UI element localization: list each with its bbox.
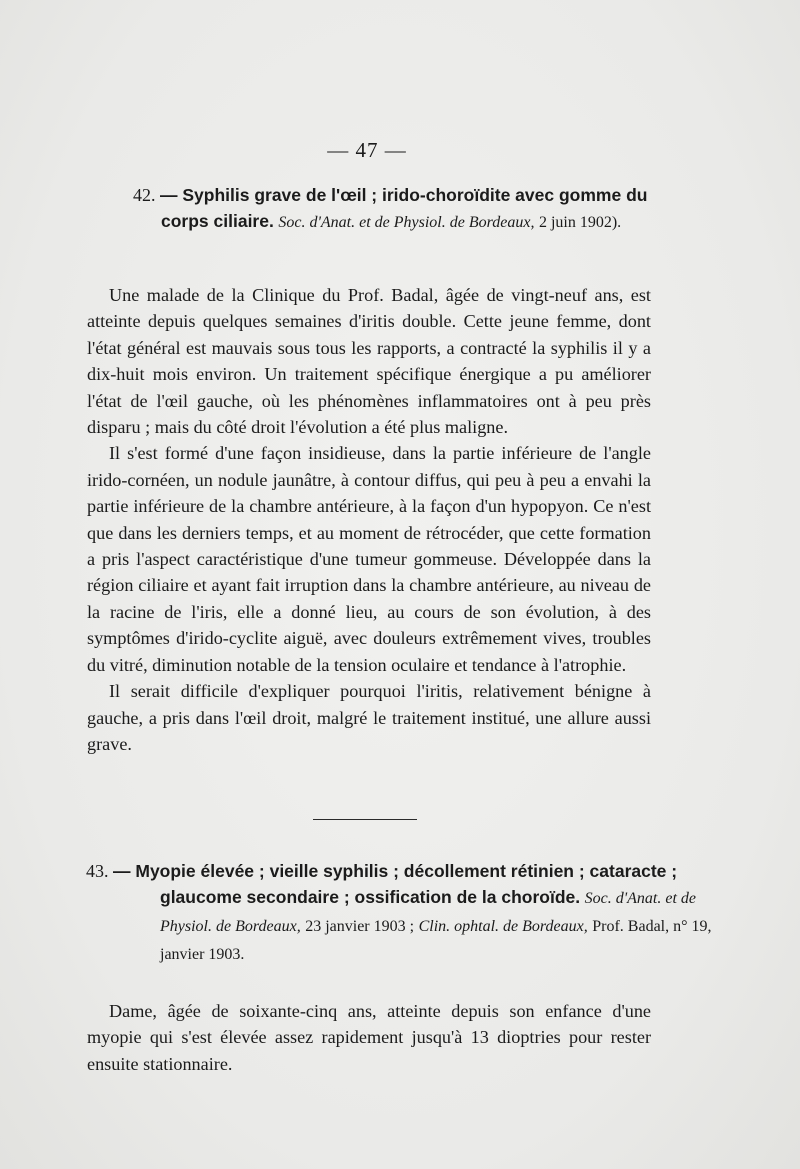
entry-43-body [87, 998, 651, 1077]
entry-42-body [87, 282, 651, 757]
entry-42-title: — Syphilis grave de l'œil ; irido-choroïdite avec gomme du corps ciliaire. [160, 185, 648, 231]
page-number: — 47 — [327, 138, 407, 162]
entry-43-source-2: Clin. ophtal. de Bordeaux, [418, 918, 588, 935]
entry-43-tail: Prof. Badal, n° 19, janvier 1903. [160, 918, 712, 963]
entry-42-paragraph-1: Une malade de la Clinique du Prof. Badal, âgée de vingt-neuf ans, est atteinte depuis quelques semaines d'iritis double. Cette jeune femme, dont l'état général est mauvais sous tous les rapports, a contracté la syphilis il y a dix-huit mois environ. Un traitement spécifique énergique a pu améliorer l'état de l'œil gauche, où les phénomènes inflammatoires ont à peu près disparu ; mais du côté droit l'évolution a été plus maligne. [87, 285, 651, 438]
entry-42-number: 42. [133, 185, 156, 205]
entry-43-paragraph-1: Dame, âgée de soixante-cinq ans, atteinte depuis son enfance d'une myopie qui s'est élevée assez rapidement jusqu'à 13 dioptries pour rester ensuite stationnaire. [87, 1001, 651, 1074]
entry-43-date-1: 23 janvier 1903 ; [305, 918, 415, 935]
section-divider [313, 819, 417, 820]
entry-42-heading [133, 182, 673, 236]
entry-43-number: 43. [86, 861, 109, 881]
entry-42-date: 2 juin 1902). [538, 214, 622, 231]
entry-43-title: — Myopie élevée ; vieille syphilis ; décollement rétinien ; cataracte ; glaucome secondaire ; ossification de la choroïde. [113, 861, 678, 907]
entry-42-source: Soc. d'Anat. et de Physiol. de Bordeaux, [278, 214, 535, 231]
entry-42-paragraph-3: Il serait difficile d'expliquer pourquoi l'iritis, relativement bénigne à gauche, a pris dans l'œil droit, malgré le traitement institué, une allure aussi grave. [87, 681, 651, 754]
entry-43-heading [86, 858, 725, 968]
entry-42-paragraph-2: Il s'est formé d'une façon insidieuse, dans la partie inférieure de l'angle irido-cornéen, un nodule jaunâtre, à contour diffus, qui peu à peu a envahi la partie inférieure de la chambre antérieure, à la façon d'un hypopyon. Ce n'est que dans les derniers temps, et au moment de rétrocéder, que cette formation a pris l'aspect caractéristique d'une tumeur gommeuse. Développée dans la région ciliaire et ayant fait irruption dans la chambre antérieure, au niveau de la racine de l'iris, elle a donné lieu, au cours de son évolution, à des symptômes d'irido-cyclite aiguë, avec douleurs extrêmement vives, troubles du vitré, diminution notable de la tension oculaire et tendance à l'atrophie. [87, 443, 651, 675]
entry-43-source-1: Soc. d'Anat. et de Physiol. de Bordeaux, [160, 890, 697, 935]
